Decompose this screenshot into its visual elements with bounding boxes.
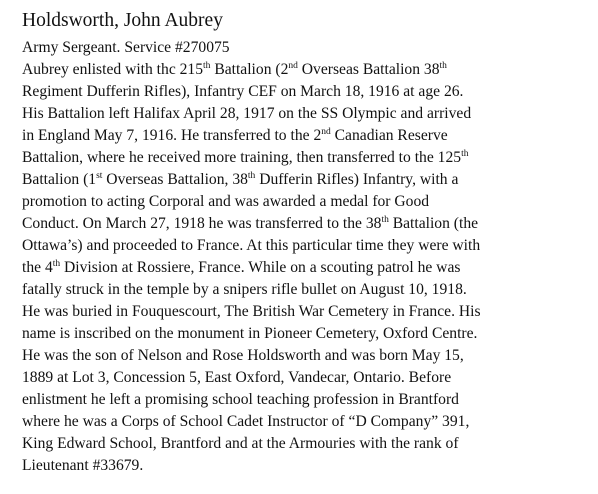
ordinal-suffix: nd — [288, 61, 298, 71]
text-run: Canadian Reserve — [330, 127, 448, 144]
text-line — [22, 301, 592, 323]
text-line — [22, 81, 592, 103]
text-run: Division at Rossiere, France. While on a scouting patrol he was — [60, 259, 461, 276]
ordinal-suffix: th — [381, 215, 389, 225]
ordinal-suffix: th — [203, 61, 211, 71]
text-run: the 4 — [22, 259, 53, 276]
biography-text — [22, 59, 592, 477]
ordinal-suffix: nd — [321, 127, 331, 137]
ordinal-suffix: th — [439, 61, 447, 71]
text-line — [22, 433, 592, 455]
text-run: Battalion (1 — [22, 171, 97, 188]
text-run: Battalion (the — [388, 215, 479, 232]
text-line — [22, 169, 592, 191]
text-line — [22, 235, 592, 257]
text-run: Dufferin Rifles) Infantry, with a — [255, 171, 459, 188]
text-run: Aubrey enlisted with thc 215 — [22, 61, 204, 78]
text-run: enlistment he left a promising school teaching profession in Brantford — [22, 391, 459, 408]
text-run: Regiment Dufferin Rifles), Infantry CEF on March 18, 1916 at age 26. — [22, 83, 464, 100]
ordinal-suffix: th — [461, 149, 469, 159]
text-run: His Battalion left Halifax April 28, 1917 on the SS Olympic and arrived — [22, 105, 472, 122]
text-line — [22, 389, 592, 411]
text-run: Overseas Battalion, 38 — [102, 171, 248, 188]
text-run: He was the son of Nelson and Rose Holdsworth and was born May 15, — [22, 347, 464, 364]
text-run: in England May 7, 1916. He transferred to the 2 — [22, 127, 322, 144]
text-run: Ottawa’s) and proceeded to France. At this particular time they were with — [22, 237, 481, 254]
ordinal-suffix: th — [52, 259, 61, 269]
text-run: Conduct. On March 27, 1918 he was transferred to the 38 — [22, 215, 382, 232]
ordinal-suffix: st — [96, 171, 103, 181]
text-run: fatally struck in the temple by a snipers rifle bullet on August 10, 1918. — [22, 281, 467, 298]
text-run: Lieutenant #33679. — [22, 457, 144, 474]
text-run: Battalion (2 — [210, 61, 289, 78]
text-run: Overseas Battalion 38 — [297, 61, 440, 78]
text-line — [22, 279, 592, 301]
text-line — [22, 59, 592, 81]
text-run: 1889 at Lot 3, Concession 5, East Oxford, Vandecar, Ontario. Before — [22, 369, 452, 386]
text-line — [22, 455, 592, 477]
text-line — [22, 323, 592, 345]
text-run: King Edward School, Brantford and at the Armouries with the rank of — [22, 435, 459, 452]
text-line — [22, 191, 592, 213]
text-line — [22, 411, 592, 433]
person-name: Holdsworth, John Aubrey — [22, 10, 223, 31]
text-run: where he was a Corps of School Cadet Instructor of “D Company” 391, — [22, 413, 470, 430]
text-run: promotion to acting Corporal and was awarded a medal for Good — [22, 193, 430, 210]
text-run: name is inscribed on the monument in Pioneer Cemetery, Oxford Centre. — [22, 325, 478, 342]
text-line — [22, 257, 592, 279]
text-line — [22, 103, 592, 125]
ordinal-suffix: th — [247, 171, 256, 181]
text-line — [22, 125, 592, 147]
text-line — [22, 345, 592, 367]
text-line — [22, 147, 592, 169]
text-run: He was buried in Fouquescourt, The British War Cemetery in France. His — [22, 303, 481, 320]
text-line — [22, 367, 592, 389]
text-run: Battalion, where he received more training, then transferred to the 125 — [22, 149, 462, 166]
text-line — [22, 213, 592, 235]
service-line: Army Sergeant. Service #270075 — [22, 39, 230, 56]
